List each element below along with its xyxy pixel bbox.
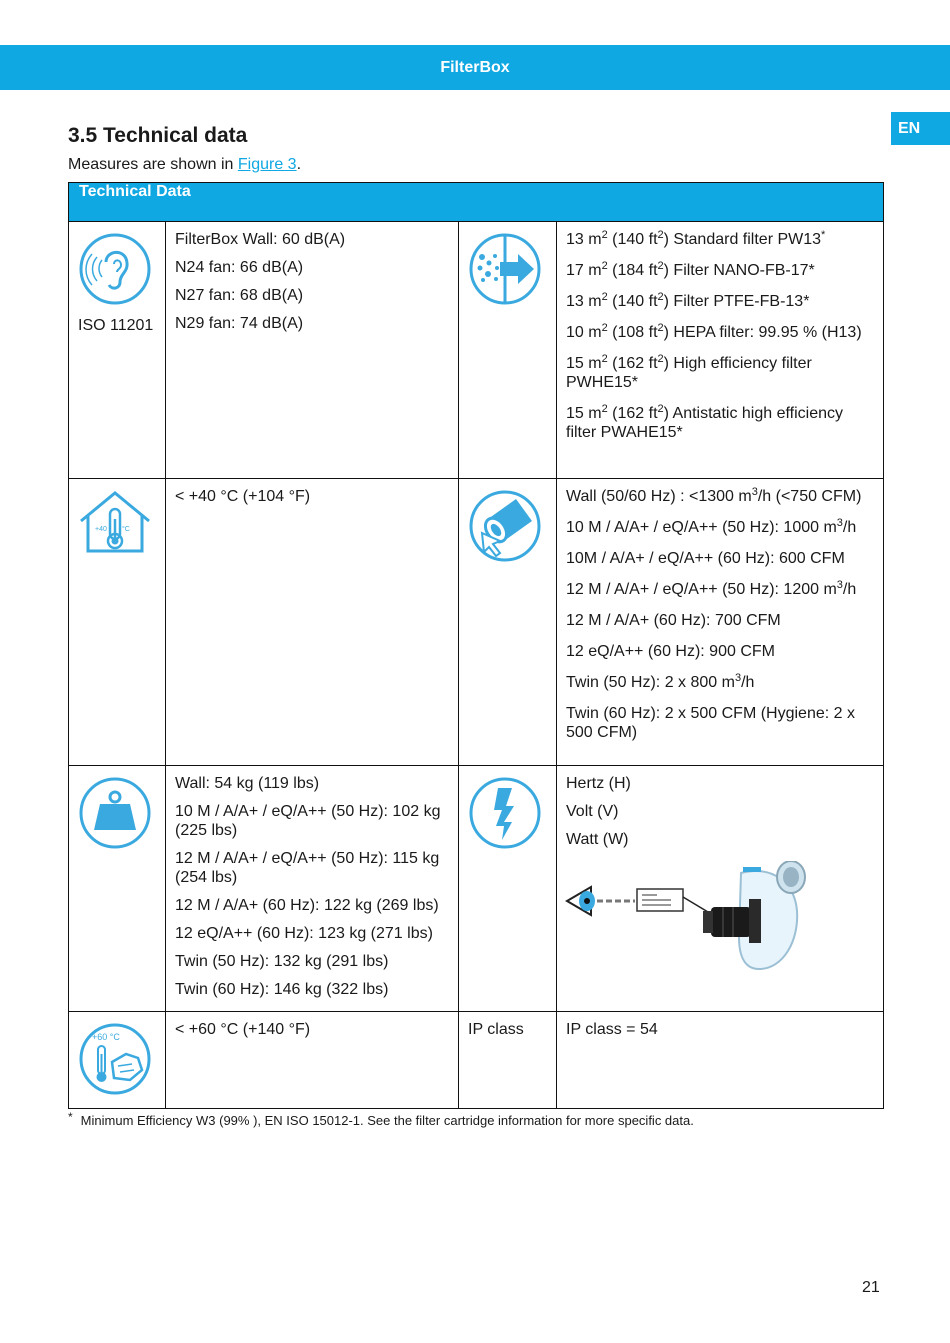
footnote: * Minimum Efficiency W3 (99% ), EN ISO 15012-1. See the filter cartridge information for more specific data. [68,1110,694,1128]
header-title: FilterBox [440,58,510,76]
electrical-values: Hertz (H) Volt (V) Watt (W) [557,766,884,1012]
table-row [69,1012,884,1109]
handling-temp-icon-cell [69,1012,166,1109]
table-header: Technical Data [69,183,884,222]
electrical-icon-cell [459,766,557,1012]
weight-icon [78,776,152,850]
table-row [69,222,884,479]
ip-class-value: IP class = 54 [557,1012,884,1109]
airflow-icon-cell [459,479,557,766]
filter-values: 13 $m^2$ (140 $ft^2$) Standard filter PW13* 17 $m^2$ (184 $ft^2$) Filter NANO-FB-17* 13 $m^2$ (140 $ft^2$) Filter PTFE-FB-13* 10 $m^2$ (108 $ft^2$) HEPA filter: 99.95 % (H13) 15 $m^2$ (162 $ft^2$) High efficiency filter PWHE15* 15 $m^2$ (162 $ft^2$) Antistatic high efficiency filter PWAHE15* [557,222,884,479]
airflow-icon [468,489,542,563]
filter-icon-cell [459,222,557,479]
handling-temperature-value: < +60 °C (+140 °F) [166,1012,459,1109]
airflow-values: Wall (50/60 Hz) : <1300 $m^3/h$ (<750 CFM) 10 M / A/A+ / eQ/A++ (50 Hz): 1000 $m^3/h$ 10M / A/A+ / eQ/A++ (60 Hz): 600 CFM 12 M / A/A+ / eQ/A++ (50 Hz): 1200 $m^3/h$ 12 M / A/A+ (60 Hz): 700 CFM 12 eQ/A++ (60 Hz): 900 CFM Twin (50 Hz): 2 x 800 $m^3/h$ Twin (60 Hz): 2 x 500 CFM (Hygiene: 2 x 500 CFM) [557,479,884,766]
document-header [0,45,950,90]
svg-text:+40: +40 [95,526,107,533]
figure-link[interactable]: Figure 3 [237,156,297,173]
house-thermometer-icon [78,489,152,555]
weight-values: Wall: 54 kg (119 lbs) 10 M / A/A+ / eQ/A++ (50 Hz): 102 kg (225 lbs) 12 M / A/A+ / eQ/A++ (50 Hz): 115 kg (254 lbs) 12 M / A/A+ (60 Hz): 122 kg (269 lbs) 12 eQ/A++ (60 Hz): 123 kg (271 lbs) Twin (50 Hz): 132 kg (291 lbs) Twin (60 Hz): 146 kg (322 lbs) [166,766,459,1012]
hand-thermometer-icon [78,1022,152,1096]
table-row [69,479,884,766]
language-tab[interactable]: EN [891,112,950,145]
noise-values: FilterBox Wall: 60 dB(A) N24 fan: 66 dB(A) N27 fan: 68 dB(A) N29 fan: 74 dB(A) [166,222,459,479]
noise-icon-cell [69,222,166,479]
ear-noise-icon [78,232,152,306]
intro-text: Measures are shown in Figure 3. [68,156,302,173]
weight-icon-cell [69,766,166,1012]
technical-data-table [68,182,884,1109]
ambient-temperature-value: < +40 °C (+104 °F) [166,479,459,766]
table-row [69,766,884,1012]
rating-plate-illustration [563,861,823,981]
svg-text:°C: °C [122,526,130,533]
page-number: 21 [862,1279,880,1296]
ip-class-label: IP class [459,1012,557,1109]
section-title: 3.5 Technical data [68,124,248,147]
lightning-bolt-icon [468,776,542,850]
filter-icon [468,232,542,306]
svg-text:+60 °C: +60 °C [92,1032,120,1042]
iso-label: ISO 11201 [78,317,154,334]
ambient-temp-icon-cell [69,479,166,766]
